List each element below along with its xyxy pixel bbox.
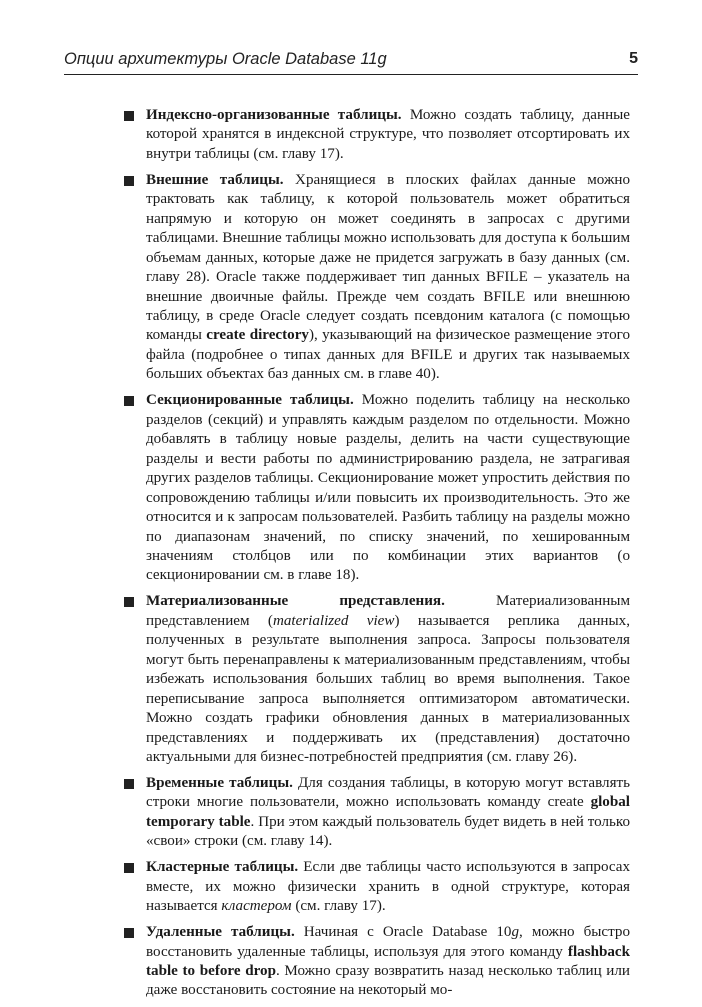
item-text: (см. главу 17). [291,898,386,915]
list-item-partitioned-tables [146,391,630,586]
item-term: Внешние таблицы. [146,171,284,188]
item-text: Начиная с Oracle Database 10 [294,924,512,941]
item-text: Для создания таблицы, в которую могут вставлять строки многие пользователи, можно использовать команду create [146,774,631,811]
item-text: . При этом каждый пользователь будет видеть в ней только «свои» строки (см. главу 14). [146,813,631,850]
item-term: Временные таблицы. [146,774,293,791]
item-term: Удаленные таблицы. [146,924,295,941]
running-header [64,48,638,75]
item-term: Индексно-организованные таблицы. [146,107,402,123]
item-term: Кластерные таблицы. [146,859,299,876]
item-text: Хранящиеся в плоских файлах данные можно трактовать как таблицу, к которой пользователь может обратиться напрямую и которую он может соединять в запросах с другими таблицами. Внешние таблицы можно использовать для доступа к большим объемам данных, которые даже не придется загружать в базу данных (см. главу 28). Oracle также поддерживает тип данных BFILE – указатель на внешние двоичные файлы. Прежде чем создать BFILE или внешнюю таблицу, в среде Oracle следует создать псевдоним каталога (с помощью команды [146,171,630,344]
item-text: ), указывающий на физическое размещение этого файла (подробнее о типах данных для BFILE и других так называемых больших объектах баз данных см. в главе 40). [146,327,630,383]
list-item-temporary-tables [146,774,630,852]
square-bullet-icon [124,597,134,607]
chapter-title: Опции архитектуры Oracle Database 11g [64,50,387,68]
command-text: create directory [206,327,309,344]
item-text: . Можно сразу возвратить назад несколько таблиц или даже восстановить состояние на некоторый мо- [146,963,630,999]
square-bullet-icon [124,779,134,789]
bullet-list [146,106,630,1007]
item-text: Материализованным представлением ( [146,593,630,629]
page-number: 5 [629,50,638,67]
emphasis-text: g [511,924,520,941]
emphasis-text: кластером [221,898,292,915]
list-item-materialized-views [146,592,630,767]
square-bullet-icon [124,863,134,873]
item-text: ) называется реплика данных, полученных в результате выполнения запроса. Запросы пользователя могут быть перенаправлены к материализованным представлениям, чтобы избежать использования больших таблиц во время выполнения. Такое переписывание запроса выполняется оптимизатором автоматически. Можно создать графики обновления данных в материализованных представлениях и поддерживать их (представления) достаточно актуальными для бизнес-потребностей предприятия (см. главу 26). [146,612,630,765]
square-bullet-icon [124,396,134,406]
square-bullet-icon [124,111,134,121]
item-term: Материализованные представления. [146,593,445,610]
square-bullet-icon [124,176,134,186]
item-term: Секционированные таблицы. [146,392,354,409]
item-text: Можно создать таблицу, данные которой хранятся в индексной структуре, что позволяет отсортировать их внутри таблицы (см. главу 17). [146,107,631,162]
square-bullet-icon [124,928,134,938]
item-text: , можно быстро восстановить удаленные таблицы, используя для этого команду [146,924,630,960]
list-item-iot [146,106,630,164]
list-item-dropped-tables [146,923,630,1001]
list-item-external-tables [146,171,630,385]
command-text: flashback table to before drop [146,943,630,980]
emphasis-text: materialized view [272,612,395,629]
command-text: global temporary table [146,794,630,830]
item-text: Можно поделить таблицу на несколько разделов (секций) и управлять каждым разделом по отдельности. Можно добавлять в таблицу новые разделы, делить на части существующие разделы и вести работы по администрированию раздела, не затрагивая других разделов таблицы. Секционирование может упростить действия по сопровождению таблицы и/или повысить их производительность. Это же относится и к запросам пользователей. Разбить таблицу на разделы можно по диапазонам значений, по списку значений, по хешированным значениям столбцов или по комбинации этих вариантов (о секционировании см. в главе 18). [146,392,630,584]
list-item-cluster-tables [146,858,630,916]
item-text: Если две таблицы часто используются в запросах вместе, их можно физически хранить в одной структуре, которая называется [146,859,631,915]
